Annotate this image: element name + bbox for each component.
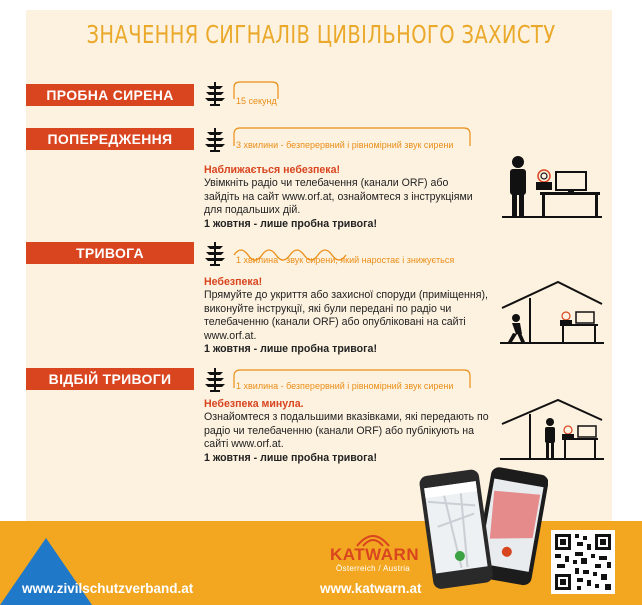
link-zivilschutzverband[interactable]: www.zivilschutzverband.at [22,581,194,596]
section-heading: Небезпека! [204,276,263,288]
test-note: 1 жовтня - лише пробна тривога! [204,451,377,464]
wave-caption: 3 хвилини - безперервний і рівномірний звук сирени [236,140,454,150]
tv-icon [578,426,596,437]
siren-tower-icon [204,80,226,106]
siren-tower-icon [204,240,226,266]
label-all-clear: ВІДБІЙ ТРИВОГИ [26,368,194,390]
wave-caption: 15 секунд [236,96,277,106]
test-note: 1 жовтня - лише пробна тривога! [204,343,377,356]
desc-line: радіо чи телебаченню (канали ORF) або публікують на [204,424,475,437]
scene-person-entering-house [500,278,604,346]
link-katwarn[interactable]: www.katwarn.at [320,581,422,596]
wave-caption: 1 хвилина - звук сирени, який наростає і знижується [236,255,455,265]
desc-line: www.orf.at. [204,329,257,342]
section-heading: Небезпека минула. [204,398,304,410]
desc-line: Увімкніть радіо чи телебачення (канали ORF) або [204,177,449,190]
tv-icon [576,312,594,323]
radio-icon [536,170,552,190]
radio-icon [562,426,574,438]
desc-line: телебаченню (канали ORF) або опубліковані на сайті [204,316,466,329]
siren-tower-icon [204,126,226,152]
label-test-siren: ПРОБНА СИРЕНА [26,84,194,106]
desc-line: зайдіть на сайт www.orf.at, ознайомтеся з інструкціями [204,190,473,203]
all-clear-description [204,398,504,465]
tv-icon [556,172,586,190]
desc-line: Прямуйте до укриття або захисної споруди (приміщення), [204,289,488,302]
section-heading: Наближається небезпека! [204,164,341,176]
qr-code-icon[interactable] [551,530,615,594]
radio-icon [560,312,572,324]
siren-tower-icon [204,366,226,392]
person-icon [512,314,520,322]
test-note: 1 жовтня - лише пробна тривога! [204,217,377,230]
desc-line: виконуйте інструкції, які були передані по радіо чи [204,302,452,315]
label-warning: ПОПЕРЕДЖЕННЯ [26,128,194,150]
katwarn-subtitle: Österreich / Austria [336,564,411,573]
smartphone-icon [418,464,548,590]
page-title: ЗНАЧЕННЯ СИГНАЛІВ ЦИВІЛЬНОГО ЗАХИСТУ [86,20,556,49]
katwarn-logo-text: KATWARN [330,545,420,564]
alarm-description [204,276,504,356]
scene-person-radio-tv [502,152,602,222]
label-alarm: ТРИВОГА [26,242,194,264]
desc-line: для подальших дій. [204,204,301,217]
warning-description [204,164,504,231]
person-icon [512,156,524,168]
desc-line: Ознайомтеся з подальшими вказівками, які передають по [204,411,489,424]
wave-caption: 1 хвилина - безперервний і рівномірний звук сирени [236,381,454,391]
person-icon [546,418,554,426]
scene-person-inside-house [500,396,604,462]
desc-line: сайті www.orf.at. [204,438,284,451]
